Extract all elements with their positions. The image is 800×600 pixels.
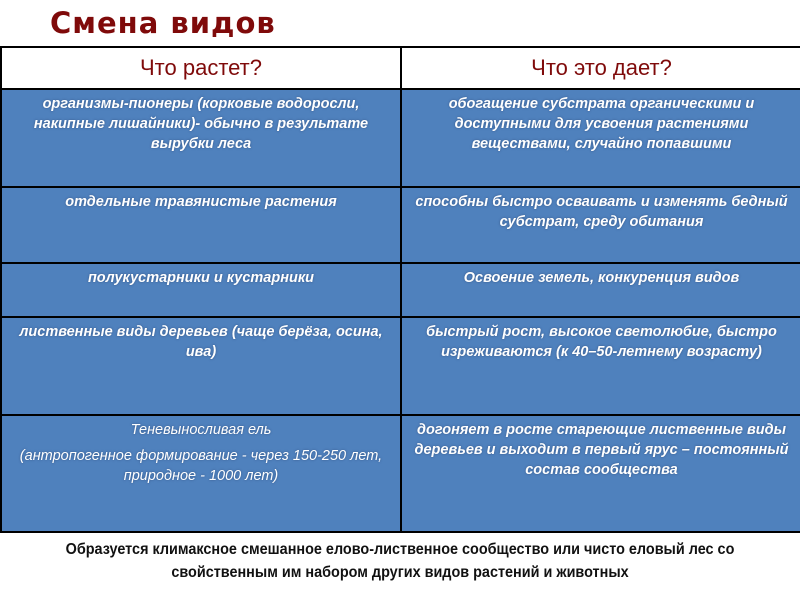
column-header-what-grows: Что растет? xyxy=(1,47,401,89)
cell-note: (антропогенное формирование - через 150-250 лет, природное - 1000 лет) xyxy=(19,448,383,484)
table-row xyxy=(1,415,800,532)
cell-what-grows xyxy=(1,89,401,187)
cell-effect xyxy=(401,263,800,317)
conclusion-text: Образуется климаксное смешанное елово-лиственное сообщество или чисто еловый лес со свойственным им набором других видов растений и животных xyxy=(65,541,735,581)
slide-title: Смена видов xyxy=(50,6,276,40)
table-row xyxy=(1,317,800,415)
cell-text: лиственные виды деревьев (чаще берёза, осина, ива) xyxy=(19,324,383,360)
cell-what-grows xyxy=(1,415,401,532)
column-header-effect: Что это дает? xyxy=(401,47,800,89)
table-row xyxy=(1,187,800,263)
cell-text: способны быстро осваивать и изменять бедный субстрат, среду обитания xyxy=(415,194,788,230)
cell-text: догоняет в росте стареющие лиственные виды деревьев и выходит в первый ярус – постоянный состав сообщества xyxy=(414,422,789,478)
cell-effect xyxy=(401,187,800,263)
cell-text: полукустарники и кустарники xyxy=(87,270,315,286)
cell-what-grows xyxy=(1,317,401,415)
cell-text: отдельные травянистые растения xyxy=(65,194,337,210)
cell-title: Теневыносливая ель xyxy=(130,422,272,438)
cell-what-grows xyxy=(1,187,401,263)
cell-effect xyxy=(401,89,800,187)
cell-text: обогащение субстрата органическими и доступными для усвоения растениями веществами, случайно попавшими xyxy=(448,96,755,152)
cell-text: Освоение земель, конкуренция видов xyxy=(463,270,740,286)
cell-effect xyxy=(401,415,800,532)
succession-table xyxy=(0,46,800,533)
table-header-row xyxy=(1,47,800,89)
cell-effect xyxy=(401,317,800,415)
table-row xyxy=(1,89,800,187)
table-row xyxy=(1,263,800,317)
cell-text: быстрый рост, высокое светолюбие, быстро изреживаются (к 40–50-летнему возрасту) xyxy=(426,324,777,360)
cell-what-grows xyxy=(1,263,401,317)
cell-text: организмы-пионеры (корковые водоросли, накипные лишайники)- обычно в результате вырубки леса xyxy=(33,96,369,152)
